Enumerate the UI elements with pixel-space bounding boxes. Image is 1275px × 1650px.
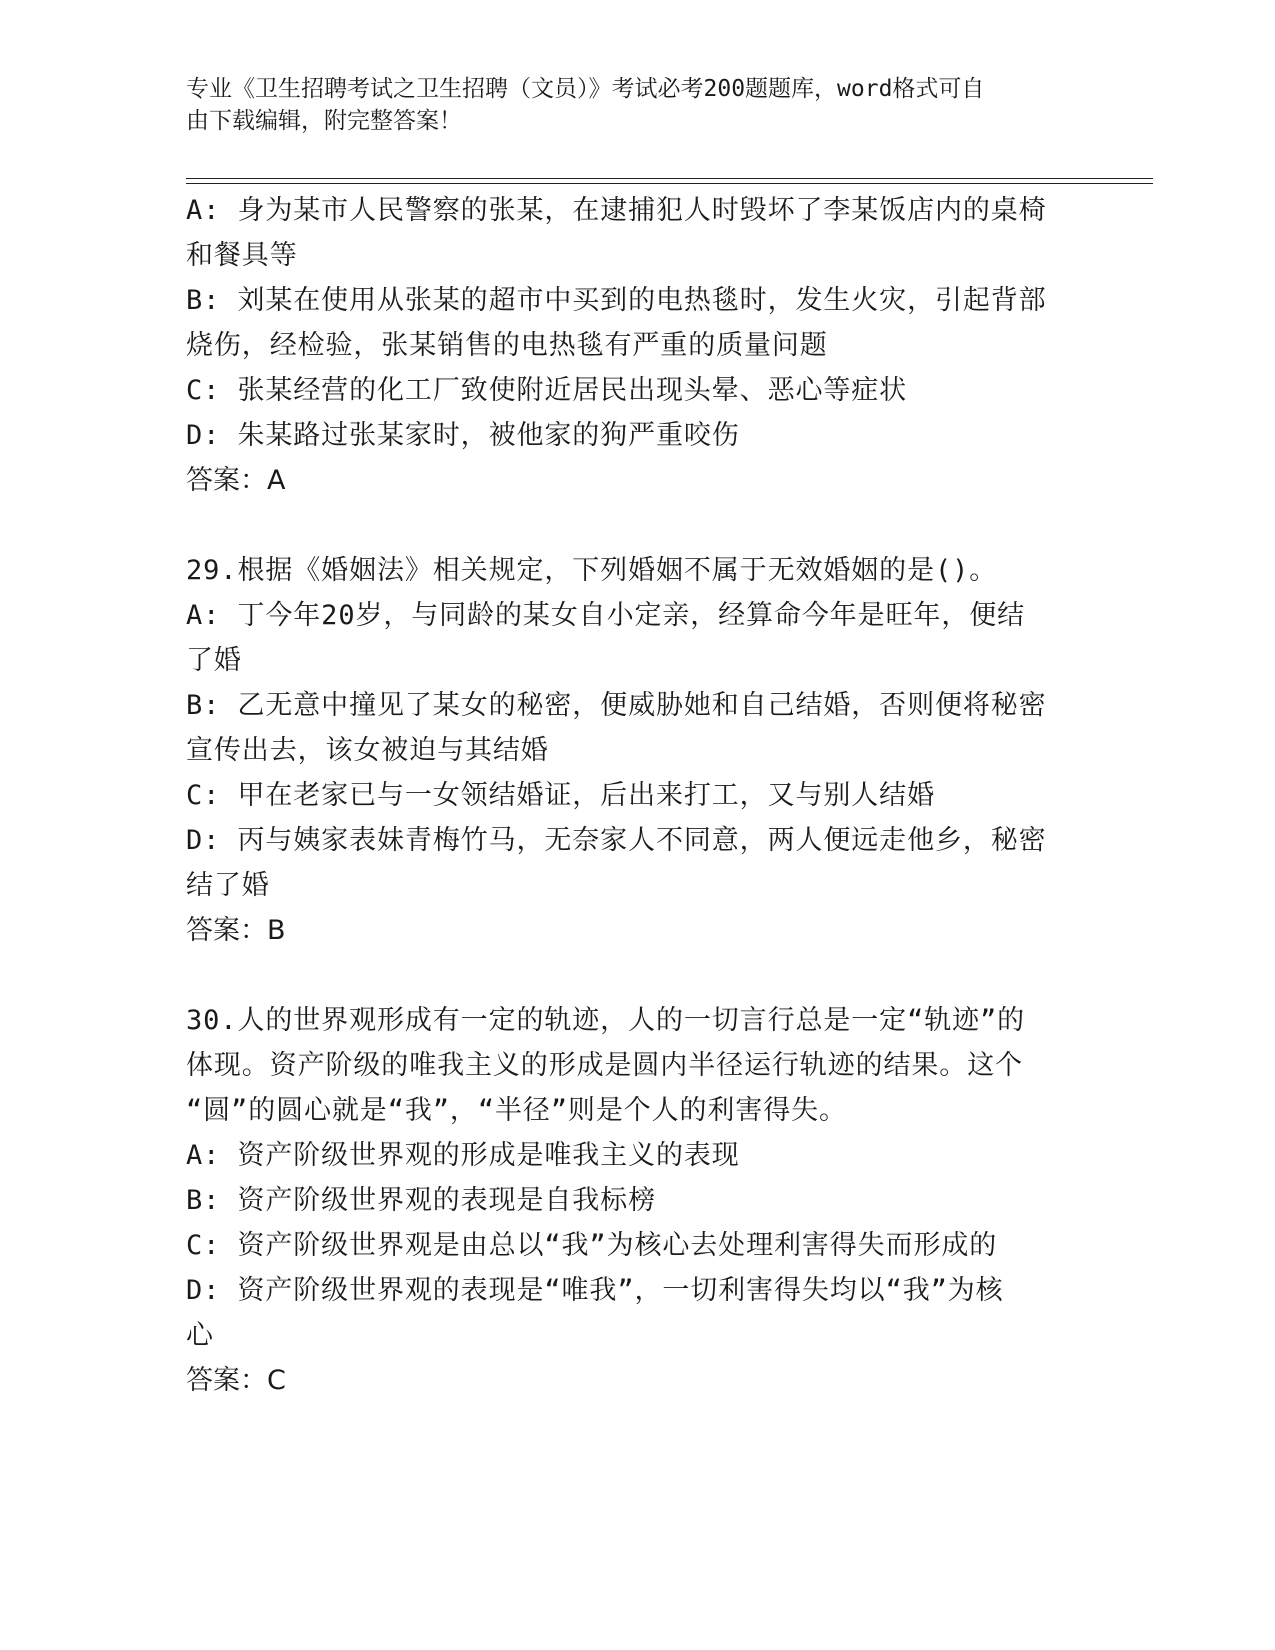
header-line: 由下载编辑，附完整答案！ (186, 108, 462, 134)
option-c (186, 1223, 1066, 1268)
option-a (186, 1133, 1066, 1178)
document-header (186, 73, 1066, 137)
option-line: 烧伤，经检验，张某销售的电热毯有严重的质量问题 (186, 330, 828, 361)
option-line: B: 资产阶级世界观的表现是自我标榜 (186, 1185, 656, 1216)
question-stem: 体现。资产阶级的唯我主义的形成是圆内半径运行轨迹的结果。这个 (186, 1050, 1023, 1081)
question-stem: 30.人的世界观形成有一定的轨迹，人的一切言行总是一定“轨迹”的 (186, 1005, 1026, 1036)
option-line: 结了婚 (186, 870, 270, 901)
question-block (186, 548, 1066, 953)
header-divider (186, 183, 1153, 184)
question-stem: 29.根据《婚姻法》相关规定，下列婚姻不属于无效婚姻的是()。 (186, 555, 998, 586)
option-line: 宣传出去，该女被迫与其结婚 (186, 735, 549, 766)
spacer (186, 953, 1066, 998)
option-b (186, 683, 1066, 773)
spacer (186, 503, 1066, 548)
option-line: C: 张某经营的化工厂致使附近居民出现头晕、恶心等症状 (186, 375, 908, 406)
option-b (186, 1178, 1066, 1223)
option-line: D: 丙与姨家表妹青梅竹马，无奈家人不同意，两人便远走他乡，秘密 (186, 825, 1047, 856)
option-line: C: 甲在老家已与一女领结婚证，后出来打工，又与别人结婚 (186, 780, 935, 811)
question-block (186, 998, 1066, 1403)
option-line: A: 身为某市人民警察的张某，在逮捕犯人时毁坏了李某饭店内的桌椅 (186, 195, 1047, 226)
option-c (186, 773, 1066, 818)
option-a (186, 593, 1066, 683)
option-line: 了婚 (186, 645, 242, 676)
header-line: 专业《卫生招聘考试之卫生招聘（文员）》考试必考200题题库，word格式可自 (186, 76, 985, 102)
option-line: A: 资产阶级世界观的形成是唯我主义的表现 (186, 1140, 740, 1171)
answer-line: 答案：A (186, 465, 286, 496)
option-line: C: 资产阶级世界观是由总以“我”为核心去处理利害得失而形成的 (186, 1230, 998, 1261)
option-line: D: 资产阶级世界观的表现是“唯我”，一切利害得失均以“我”为核 (186, 1275, 1004, 1306)
header-divider (186, 178, 1153, 179)
option-b (186, 278, 1066, 368)
answer-line: 答案：B (186, 915, 286, 946)
question-block (186, 188, 1066, 503)
option-d (186, 1268, 1066, 1358)
option-line: D: 朱某路过张某家时，被他家的狗严重咬伤 (186, 420, 740, 451)
option-line: 和餐具等 (186, 240, 298, 271)
option-c (186, 368, 1066, 413)
option-line: 心 (186, 1320, 214, 1351)
option-d (186, 413, 1066, 458)
option-a (186, 188, 1066, 278)
option-line: A: 丁今年20岁，与同龄的某女自小定亲，经算命今年是旺年，便结 (186, 600, 1026, 631)
option-d (186, 818, 1066, 908)
option-line: B: 乙无意中撞见了某女的秘密，便威胁她和自己结婚，否则便将秘密 (186, 690, 1047, 721)
option-line: B: 刘某在使用从张某的超市中买到的电热毯时，发生火灾，引起背部 (186, 285, 1047, 316)
answer-line: 答案：C (186, 1365, 286, 1396)
question-stem: “圆”的圆心就是“我”，“半径”则是个人的利害得失。 (186, 1095, 847, 1126)
question-list (186, 188, 1066, 1403)
